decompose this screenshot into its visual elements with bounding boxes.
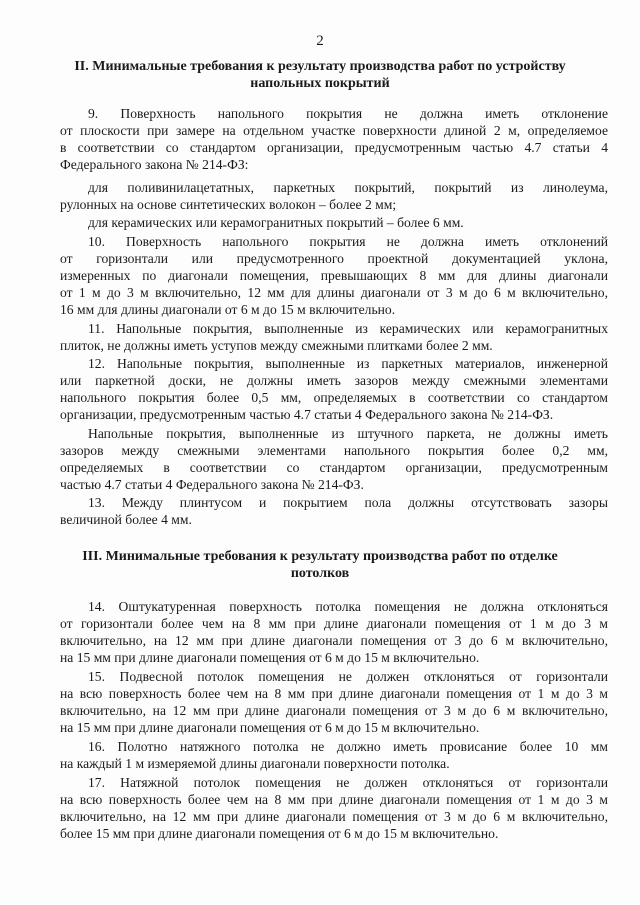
paragraph-line: от плоскости при замере на отдельном участке поверхности длиной 2 м, определяемое [60,123,608,138]
paragraph-line: организации, предусмотренным частью 4.7 статьи 4 Федерального закона № 214-ФЗ. [60,407,554,422]
paragraph-line: на 15 мм при длине диагонали помещения от 6 м до 15 м включительно. [60,650,480,665]
paragraph-line: на всю поверхность более чем на 8 мм при длине диагонали помещения от 1 м до 3 м [60,686,608,701]
paragraph-line: включительно, на 12 мм при длине диагонали помещения от 3 м до 6 м включительно, [60,809,608,824]
paragraph-line: на всю поверхность более чем на 8 мм при длине диагонали помещения от 1 м до 3 м [60,792,608,807]
paragraph-line: 14. Оштукатуренная поверхность потолка помещения не должна отклоняться [88,599,608,614]
section-2-heading-line: II. Минимальные требования к результату производства работ по устройству [74,59,566,74]
paragraph-line: для поливинилацетатных, паркетных покрытий, покрытий из линолеума, [88,180,608,195]
paragraph-line: 16. Полотно натяжного потолка не должно иметь провисание более 10 мм [88,739,608,754]
paragraph-line: от горизонтали более чем на 8 мм при длине диагонали помещения от 1 м до 3 м [60,616,608,631]
paragraph-line: 13. Между плинтусом и покрытием пола должны отсутствовать зазоры [88,495,608,510]
paragraph-line: 10. Поверхность напольного покрытия не должна иметь отклонений [88,234,608,249]
paragraph-line: частью 4.7 статьи 4 Федерального закона № 214-ФЗ. [60,477,364,492]
paragraph-line: напольного покрытия более 0,5 мм, определяемых в соответствии со стандартом [60,390,608,405]
paragraph-line: определяемых в соответствии со стандартом организации, предусмотренным [60,460,608,475]
paragraph-line: для керамических или керамогранитных покрытий – более 6 мм. [88,215,464,230]
section-3-heading [48,548,592,582]
paragraph-line: или паркетной доски, не должны иметь зазоров между смежными элементами [60,373,608,388]
section-3-heading-line: потолков [290,566,350,581]
paragraph-line: 9. Поверхность напольного покрытия не должна иметь отклонение [88,106,608,121]
page-number: 2 [316,33,324,49]
paragraph-line: рулонных на основе синтетических волокон – более 2 мм; [60,197,397,212]
paragraph-line: величиной более 4 мм. [60,512,192,527]
section-3-heading-line: III. Минимальные требования к результату производства работ по отделке [82,549,558,564]
paragraph-line: на каждый 1 м измеряемой длины диагонали поверхности потолка. [60,756,450,771]
paragraph-line: 15. Подвесной потолок помещения не должен отклоняться от горизонтали [88,669,608,684]
paragraph-line: 11. Напольные покрытия, выполненные из керамических или керамогранитных [88,321,608,336]
paragraph-line: 16 мм для длины диагонали от 6 м до 15 м включительно. [60,302,396,317]
paragraph-line: в соответствии со стандартом организации, предусмотренным частью 4.7 статьи 4 [60,140,608,155]
paragraph-line: от горизонтали или предусмотренного проектной документацией уклона, [60,251,608,266]
paragraph-line: измеренных по диагонали помещения, превышающих 8 мм для длины диагонали [60,268,608,283]
paragraph-line: зазоров между смежными элементами напольного покрытия более 0,2 мм, [60,443,608,458]
paragraph-line: 12. Напольные покрытия, выполненные из паркетных материалов, инженерной [88,356,608,371]
paragraph-line: Напольные покрытия, выполненные из штучного паркета, не должны иметь [88,426,608,441]
paragraph-line: включительно, на 12 мм при длине диагонали помещения от 3 до 6 м включительно, [60,633,608,648]
paragraph-line: включительно, на 12 мм при длине диагонали помещения от 3 м до 6 м включительно, [60,703,608,718]
section-2-heading-line: напольных покрытий [250,76,390,91]
paragraph-line: более 15 мм при длине диагонали помещения от 6 м до 15 м включительно. [60,826,499,841]
paragraph-line: плиток, не должны иметь уступов между смежными плитками более 2 мм. [60,338,493,353]
paragraph-line: Федерального закона № 214-ФЗ: [60,157,249,172]
section-2-heading [48,58,592,92]
paragraph-line: 17. Натяжной потолок помещения не должен отклоняться от горизонтали [88,775,608,790]
paragraph-line: на 15 мм при длине диагонали помещения от 6 м до 15 м включительно. [60,720,480,735]
paragraph-line: от 1 м до 3 м включительно, 12 мм для длины диагонали от 3 м до 6 м включительно, [60,285,608,300]
